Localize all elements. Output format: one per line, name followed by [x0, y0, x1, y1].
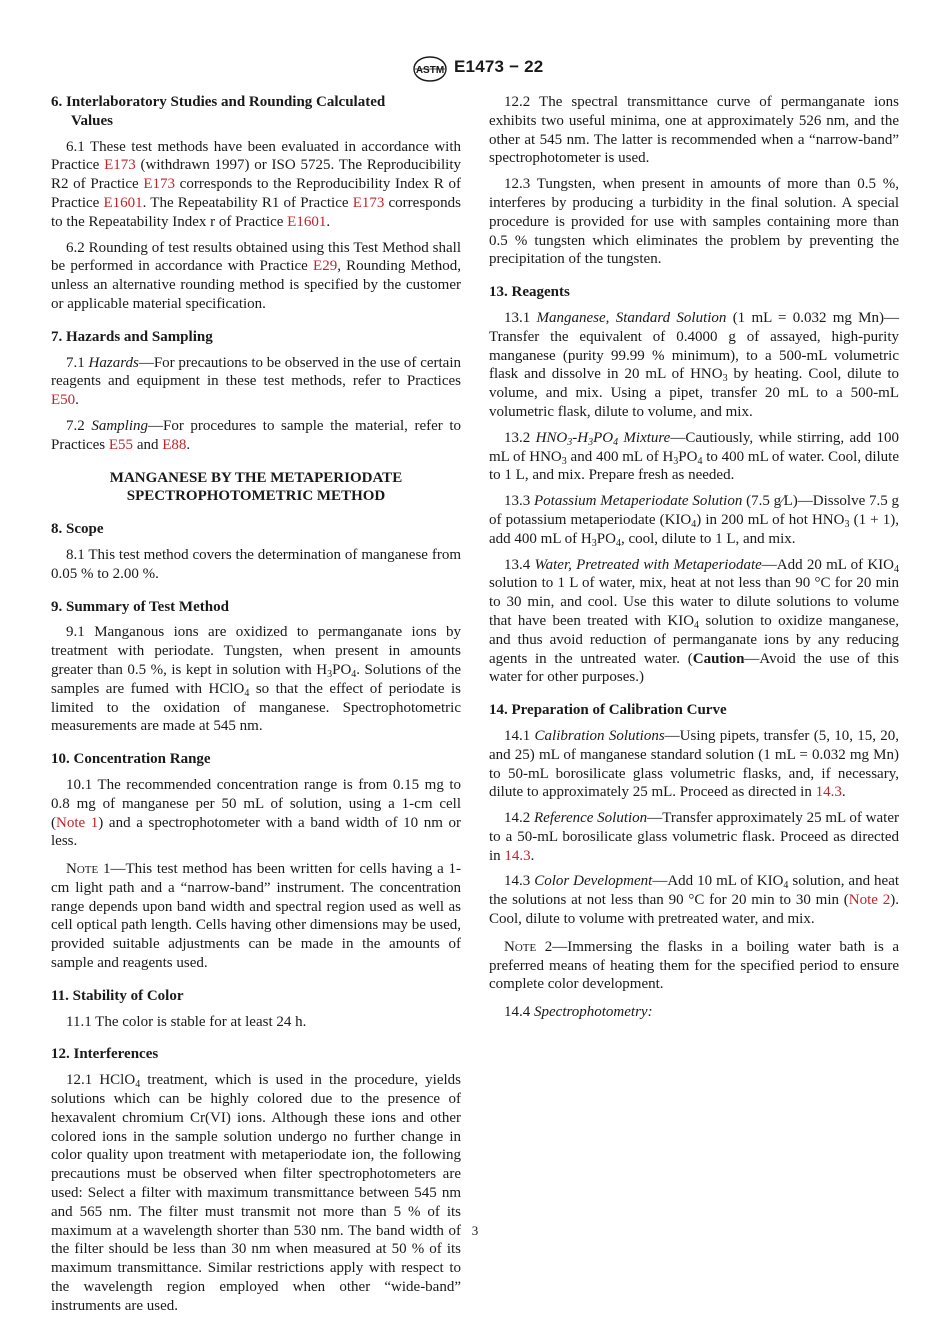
section-9-heading: 9. Summary of Test Method	[51, 598, 229, 615]
ref-e173[interactable]: E173	[143, 176, 175, 193]
paragraph-13-3: 13.3 Potassium Metaperiodate Solution (7.5 g∕L)—Dissolve 7.5 g of potassium metaperiodate $(KIO_4)$ in 200 mL of hot $HNO_3$ (1 + 1), add 400 mL of $H_3PO_4$, cool, dilute to 1 L, and mix.	[489, 493, 899, 549]
section-7-heading: 7. Hazards and Sampling	[51, 328, 213, 345]
paragraph-9-1: 9.1 Manganous ions are oxidized to permanganate ions by treatment with periodate. Tungsten, when present in amounts greater than 0.5 %, is kept in solution with $H_3PO_4$. Solutions of the samples are fumed with HClO$_4$ so that the effect of periodate is limited to the oxidation of manganese. Spectrophotometric measurements are made at 545 nm.	[51, 624, 461, 735]
ref-e88[interactable]: E88	[162, 436, 187, 453]
paragraph-14-1: 14.1 Calibration Solutions—Using pipets, transfer (5, 10, 15, 20, and 25) mL of manganese standard solution (1 mL = 0.032 mg Mn) to 50-mL borosilicate glass volumetric flasks, and, if necessary, dilute to approximately 25 mL. Proceed as directed in 14.3.	[489, 727, 900, 801]
page-number: 3	[471, 1223, 479, 1238]
logo-text: ASTM	[415, 65, 445, 76]
section-6-heading: 6. Interlaboratory Studies and Rounding Calculated Values	[51, 94, 386, 129]
paragraph-13-2: 13.2 $HNO_3-H_3PO_4$ Mixture—Cautiously, while stirring, add 100 mL of $HNO_3$ and 400 mL of $H_3PO_4$ to 400 mL of water. Cool, dilute to 1 L, and mix. Prepare fresh as needed.	[489, 429, 899, 484]
paragraph-6-1: 6.1 These test methods have been evaluated in accordance with Practice E173 (withdrawn 1997) or ISO 5725. The Reproducibility R2 of Practice E173 corresponds to the Reproducibility Index R of Practice E1601. The Repeatability R1 of Practice E173 corresponds to the Repeatability Index r of Practice E1601.	[51, 138, 461, 230]
ref-14-3[interactable]: 14.3	[815, 784, 842, 801]
ref-e173[interactable]: E173	[352, 194, 385, 211]
paragraph-12-3: 12.3 Tungsten, when present in amounts of more than 0.5 %, interferes by producing a turbidity in the final solution. A special procedure is provided for use with samples containing more than 0.5 % tungsten which eliminates the problem by preventing the precipitation of the tungsten.	[489, 176, 899, 268]
paragraph-12-1: 12.1 HClO$_4$ treatment, which is used in the procedure, yields solutions which can be highly colored due to the presence of hexavalent chromium Cr(VI) ions. Although these ions and other colored ions in the sample solution undergo no further change in color quality upon treatment with metaperiodate ion, the following precautions must be observed when filter spectrophotometers are used: Select a filter with maximum transmittance between 545 nm and 565 nm. The filter must transmit not more than 5 % of its maximum at a wavelength shorter than 530 nm. The band width of the filter should be less than 30 nm when measured at 50 % of its maximum transmittance. Similar restrictions apply with respect to the wavelength region employed when other “wide-band” instruments are used.	[51, 1072, 461, 1314]
ref-e173[interactable]: E173	[104, 157, 136, 174]
section-11-heading: 11. Stability of Color	[51, 987, 184, 1004]
ref-e55[interactable]: E55	[108, 436, 134, 453]
section-10-heading: 10. Concentration Range	[51, 751, 211, 768]
paragraph-13-4: 13.4 Water, Pretreated with Metaperiodate—Add 20 mL of $KIO_4$ solution to 1 L of water, mix, heat at not less than 90 °C for 20 min to 30 min, and cool. Use this water to dilute solutions to volume that have been treated with $KIO_4$ solution to oxidize manganese, and thus avoid reduction of permanganate ions by any reducing agents in the untreated water. (Caution—Avoid the use of this water for other purposes.)	[489, 556, 900, 686]
ref-14-3[interactable]: 14.3	[504, 847, 531, 864]
paragraph-8-1: 8.1 This test method covers the determination of manganese from 0.05 % to 2.00 %.	[51, 546, 461, 582]
ref-e1601[interactable]: E1601	[287, 213, 327, 230]
paragraph-13-1: 13.1 Manganese, Standard Solution (1 mL = 0.032 mg Mn)—Transfer the equivalent of 0.4000 g of assayed, high-purity manganese (purity 99.99 % minimum), to a 500-mL volumetric flask and dissolve in 20 mL of $HNO_3$ by heating. Cool, dilute to volume, and mix. Using a pipet, transfer 20 mL to a 500-mL volumetric flask, dilute to volume, and mix.	[489, 309, 900, 420]
ref-e1601[interactable]: E1601	[103, 194, 143, 211]
paragraph-7-1: 7.1 Hazards—For precautions to be observed in the use of certain reagents and equipment in these test methods, refer to Practices E50.	[51, 354, 461, 409]
ref-note-2[interactable]: Note 2	[848, 892, 891, 909]
ref-note-1[interactable]: Note 1	[56, 814, 99, 831]
ref-e50[interactable]: E50	[51, 392, 76, 409]
section-13-heading: 13. Reagents	[489, 284, 570, 301]
paragraph-7-2: 7.2 Sampling—For procedures to sample the material, refer to Practices E55 and E88.	[51, 417, 461, 453]
section-8-heading: 8. Scope	[51, 521, 104, 538]
method-title: MANGANESE BY THE METAPERIODATE SPECTROPHOTOMETRIC METHOD	[109, 469, 403, 505]
paragraph-14-2: 14.2 Reference Solution—Transfer approximately 25 mL of water to a 50-mL borosilicate glass volumetric flask. Proceed as directed in 14.3.	[489, 810, 899, 864]
ref-e29[interactable]: E29	[313, 258, 338, 275]
section-12-heading: 12. Interferences	[51, 1046, 159, 1063]
left-column	[51, 93, 461, 1323]
section-14-heading: 14. Preparation of Calibration Curve	[489, 702, 727, 719]
paragraph-10-1: 10.1 The recommended concentration range is from 0.15 mg to 0.8 mg of manganese per 50 mL of solution, using a 1-cm cell (Note 1) and a spectrophotometer with a band width of 10 nm or less.	[51, 776, 461, 850]
page-header	[0, 56, 950, 84]
document-designation: E1473 − 22	[454, 57, 544, 76]
right-column	[489, 93, 899, 1029]
paragraph-14-4: 14.4 Spectrophotometry:	[504, 1004, 653, 1021]
note-1: Note 1—This test method has been written for cells having a 1-cm light path and a “narrow-band” instrument. The concentration range depends upon band width and spectral region used as well as cell optical path length. Cells having other dimensions may be used, provided suitable adjustments can be made in the amounts of sample and reagents used.	[51, 861, 461, 972]
paragraph-6-2: 6.2 Rounding of test results obtained using this Test Method shall be performed in accordance with Practice E29, Rounding Method, unless an alternative rounding method is specified by the customer or applicable material specification.	[51, 239, 461, 312]
note-2: Note 2—Immersing the flasks in a boiling water bath is a preferred means of heating them for the specified period to ensure complete color development.	[489, 938, 899, 993]
paragraph-11-1: 11.1 The color is stable for at least 24 h.	[66, 1013, 307, 1030]
paragraph-14-3: 14.3 Color Development—Add 10 mL of $KIO_4$ solution, and heat the solutions at not less than 90 °C for 20 min to 30 min (Note 2). Cool, dilute to volume with pretreated water, and mix.	[489, 873, 900, 928]
astm-logo-icon	[412, 56, 448, 82]
paragraph-12-2: 12.2 The spectral transmittance curve of permanganate ions exhibits two useful minima, one at approximately 526 nm, and the other at 545 nm. The latter is recommended when a “narrow-band” spectrophotometer is used.	[489, 94, 899, 167]
